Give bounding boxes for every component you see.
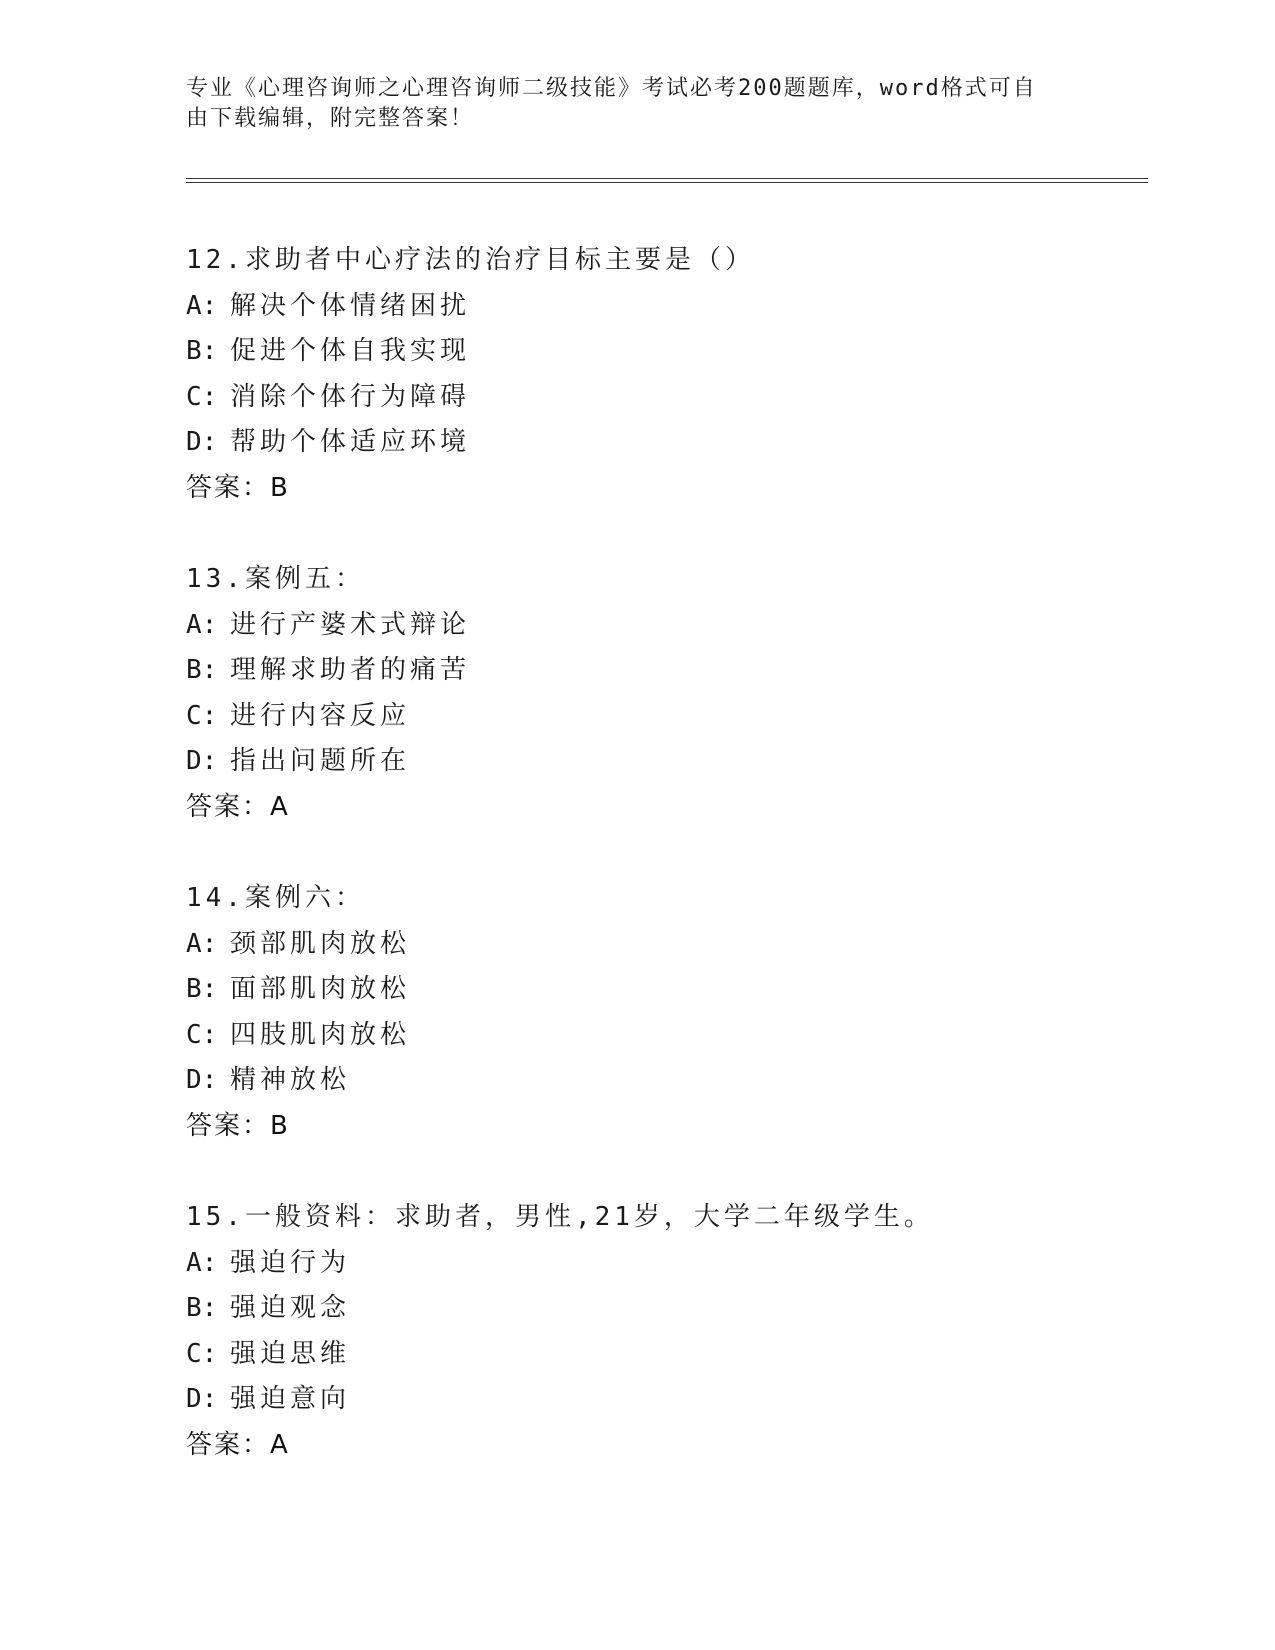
header-line-2: 由下载编辑，附完整答案！	[186, 106, 475, 131]
option-b	[186, 1286, 1146, 1332]
option-letter: C:	[186, 700, 218, 731]
option-text: 面部肌肉放松	[230, 974, 411, 1004]
option-c	[186, 1013, 1146, 1059]
question-stem: 12.求助者中心疗法的治疗目标主要是（）	[186, 245, 755, 275]
option-letter: D:	[186, 1065, 218, 1095]
option-c	[186, 1332, 1146, 1378]
option-text: 颈部肌肉放松	[230, 928, 411, 959]
option-text: 消除个体行为障碍	[230, 381, 471, 412]
answer-line: 答案：B	[186, 472, 290, 503]
option-text: 指出问题所在	[230, 746, 411, 776]
question-stem: 13.案例五：	[186, 564, 365, 594]
question-12	[186, 238, 1146, 511]
option-c	[186, 375, 1146, 421]
option-text: 解决个体情绪困扰	[230, 290, 471, 321]
option-text: 进行内容反应	[230, 700, 411, 731]
question-stem: 14.案例六：	[186, 883, 365, 913]
option-text: 强迫行为	[230, 1247, 351, 1278]
header-line-1: 专业《心理咨询师之心理咨询师二级技能》考试必考200题题库，word格式可自	[186, 76, 1037, 101]
option-text: 强迫意向	[230, 1384, 351, 1414]
option-a	[186, 284, 1146, 330]
option-a	[186, 922, 1146, 968]
option-letter: C:	[186, 381, 218, 412]
option-a	[186, 1241, 1146, 1287]
header-divider-bottom	[186, 182, 1148, 183]
option-letter: D:	[186, 427, 218, 457]
answer-line: 答案：B	[186, 1110, 290, 1141]
answer-line: 答案：A	[186, 791, 290, 822]
option-text: 进行产婆术式辩论	[230, 609, 471, 640]
option-text: 强迫观念	[230, 1293, 351, 1323]
option-b	[186, 648, 1146, 694]
option-c	[186, 694, 1146, 740]
header-divider-top	[186, 178, 1148, 179]
option-b	[186, 329, 1146, 375]
option-text: 促进个体自我实现	[230, 336, 471, 366]
option-b	[186, 967, 1146, 1013]
option-letter: D:	[186, 746, 218, 776]
option-letter: B:	[186, 336, 218, 366]
option-d	[186, 1058, 1146, 1104]
option-a	[186, 603, 1146, 649]
document-header	[186, 74, 1066, 134]
option-text: 理解求助者的痛苦	[230, 655, 471, 685]
answer-line: 答案：A	[186, 1429, 290, 1460]
option-letter: B:	[186, 974, 218, 1004]
question-15	[186, 1195, 1146, 1468]
option-letter: A:	[186, 1247, 218, 1278]
option-text: 强迫思维	[230, 1338, 351, 1369]
option-letter: D:	[186, 1384, 218, 1414]
option-letter: B:	[186, 655, 218, 685]
question-14	[186, 876, 1146, 1149]
option-text: 帮助个体适应环境	[230, 427, 471, 457]
option-letter: A:	[186, 609, 218, 640]
option-d	[186, 420, 1146, 466]
option-d	[186, 1377, 1146, 1423]
question-stem: 15.一般资料：求助者，男性,21岁，大学二年级学生。	[186, 1202, 934, 1232]
option-text: 四肢肌肉放松	[230, 1019, 411, 1050]
option-letter: C:	[186, 1338, 218, 1369]
question-13	[186, 557, 1146, 830]
option-letter: A:	[186, 928, 218, 959]
option-d	[186, 739, 1146, 785]
option-letter: C:	[186, 1019, 218, 1050]
option-letter: B:	[186, 1293, 218, 1323]
option-letter: A:	[186, 290, 218, 321]
question-list	[186, 238, 1146, 1514]
option-text: 精神放松	[230, 1065, 351, 1095]
